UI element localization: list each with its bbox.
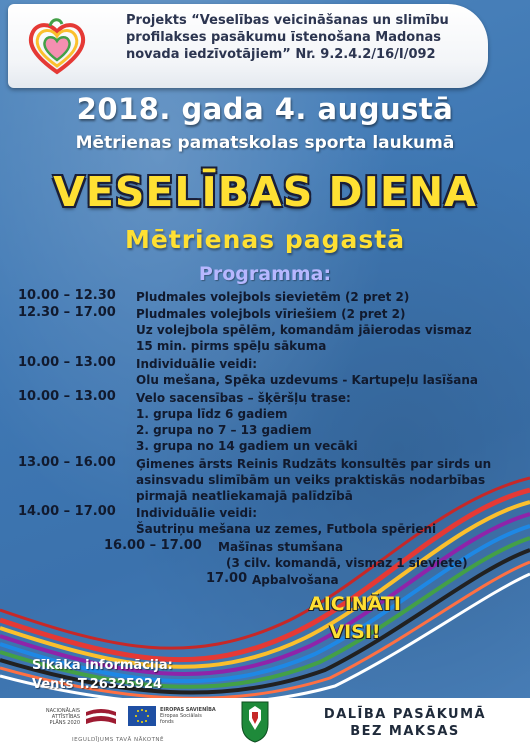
schedule-time: 16.00 – 17.00 — [104, 538, 202, 553]
schedule-text: Olu mešana, Spēka uzdevums - Kartupeļu lasīšana — [136, 373, 479, 387]
contact-info — [32, 656, 173, 694]
schedule-time: 12.30 – 17.00 — [18, 305, 116, 320]
schedule-time: 10.00 – 12.30 — [18, 288, 116, 303]
sponsor-footer — [0, 698, 530, 750]
project-description — [126, 12, 466, 63]
event-date: 2018. gada 4. augustā — [76, 92, 454, 126]
schedule-time: 10.00 – 13.00 — [18, 355, 116, 370]
latvia-flag-icon — [84, 708, 118, 728]
cta-line: VISI! — [329, 621, 381, 643]
project-line: novada iedzīvotājiem” Nr. 9.2.4.2/16/I/092 — [126, 47, 436, 62]
nap-logo-text — [40, 708, 80, 726]
nap-text: PLĀNS 2020 — [49, 720, 80, 726]
info-label: Sīkāka informācija: — [32, 658, 173, 673]
eu-flag-icon — [128, 706, 156, 726]
schedule-text: Pludmales volejbols vīriešiem (2 pret 2) — [136, 307, 406, 321]
event-parish: Mētrienas pagastā — [124, 225, 406, 254]
cta-line: AICINĀTI — [309, 593, 401, 615]
schedule-text: asinsvadu slimībām un veiks praktiskās nodarbības — [136, 473, 486, 487]
nap-text: ATTĪSTĪBAS — [51, 714, 80, 720]
schedule-text: Velo sacensības – šķēršļu trase: — [136, 391, 351, 405]
schedule-text: Apbalvošana — [252, 573, 339, 587]
programme-heading: Programma: — [198, 263, 332, 285]
schedule-text: 1. grupa līdz 6 gadiem — [136, 407, 288, 421]
schedule-time: 17.00 — [206, 571, 248, 586]
schedule-text: 3. grupa no 14 gadiem un vecāki — [136, 439, 358, 453]
footer-motto: IEGULDĪJUMS TAVĀ NĀKOTNĒ — [72, 737, 165, 743]
schedule-text: Individuālie veidi: — [136, 506, 257, 520]
event-title: VESELĪBAS DIENA — [53, 168, 477, 216]
participation-line: BEZ MAKSAS — [350, 724, 460, 739]
schedule-text: Individuālie veidi: — [136, 357, 257, 371]
project-line: Projekts “Veselības veicināšanas un slimību — [126, 13, 449, 28]
event-venue: Mētrienas pamatskolas sporta laukumā — [75, 133, 455, 153]
schedule-text: 15 min. pirms spēļu sākuma — [136, 339, 327, 353]
eu-logo-text — [160, 707, 220, 725]
project-line: profilakses pasākumu īstenošana Madonas — [126, 30, 441, 45]
eu-text: EIROPAS SAVIENĪBA — [160, 707, 216, 713]
schedule-text: Pludmales volejbols sievietēm (2 pret 2) — [136, 290, 410, 304]
info-contact: Vents T.26325924 — [32, 677, 163, 692]
schedule-text: Uz volejbola spēlēm, komandām jāierodas vismaz — [136, 323, 472, 337]
schedule-text: (3 cilv. komandā, vismaz 1 sieviete) — [226, 556, 468, 570]
eu-text: Eiropas Sociālais — [160, 713, 202, 719]
schedule-text: pirmajā neatliekamajā palīdzībā — [136, 489, 353, 503]
schedule-time: 10.00 – 13.00 — [18, 389, 116, 404]
project-header — [8, 4, 488, 88]
nap-text: NACIONĀLAIS — [45, 708, 80, 714]
heart-health-logo-icon — [24, 14, 90, 80]
free-participation — [300, 706, 510, 740]
eu-text: fonds — [160, 719, 174, 725]
schedule-text: Šautriņu mešana uz zemes, Futbola spērieni — [136, 522, 437, 536]
schedule-text: Ģimenes ārsts Reinis Rudzāts konsultēs par sirds un — [136, 457, 492, 471]
schedule-time: 14.00 – 17.00 — [18, 504, 116, 519]
madona-coat-of-arms-icon — [240, 700, 270, 744]
schedule-text: 2. grupa no 7 – 13 gadiem — [136, 423, 312, 437]
call-to-action — [270, 590, 440, 646]
schedule-text: Mašīnas stumšana — [218, 540, 344, 554]
participation-line: DALĪBA PASĀKUMĀ — [323, 707, 487, 722]
schedule-time: 13.00 – 16.00 — [18, 455, 116, 470]
